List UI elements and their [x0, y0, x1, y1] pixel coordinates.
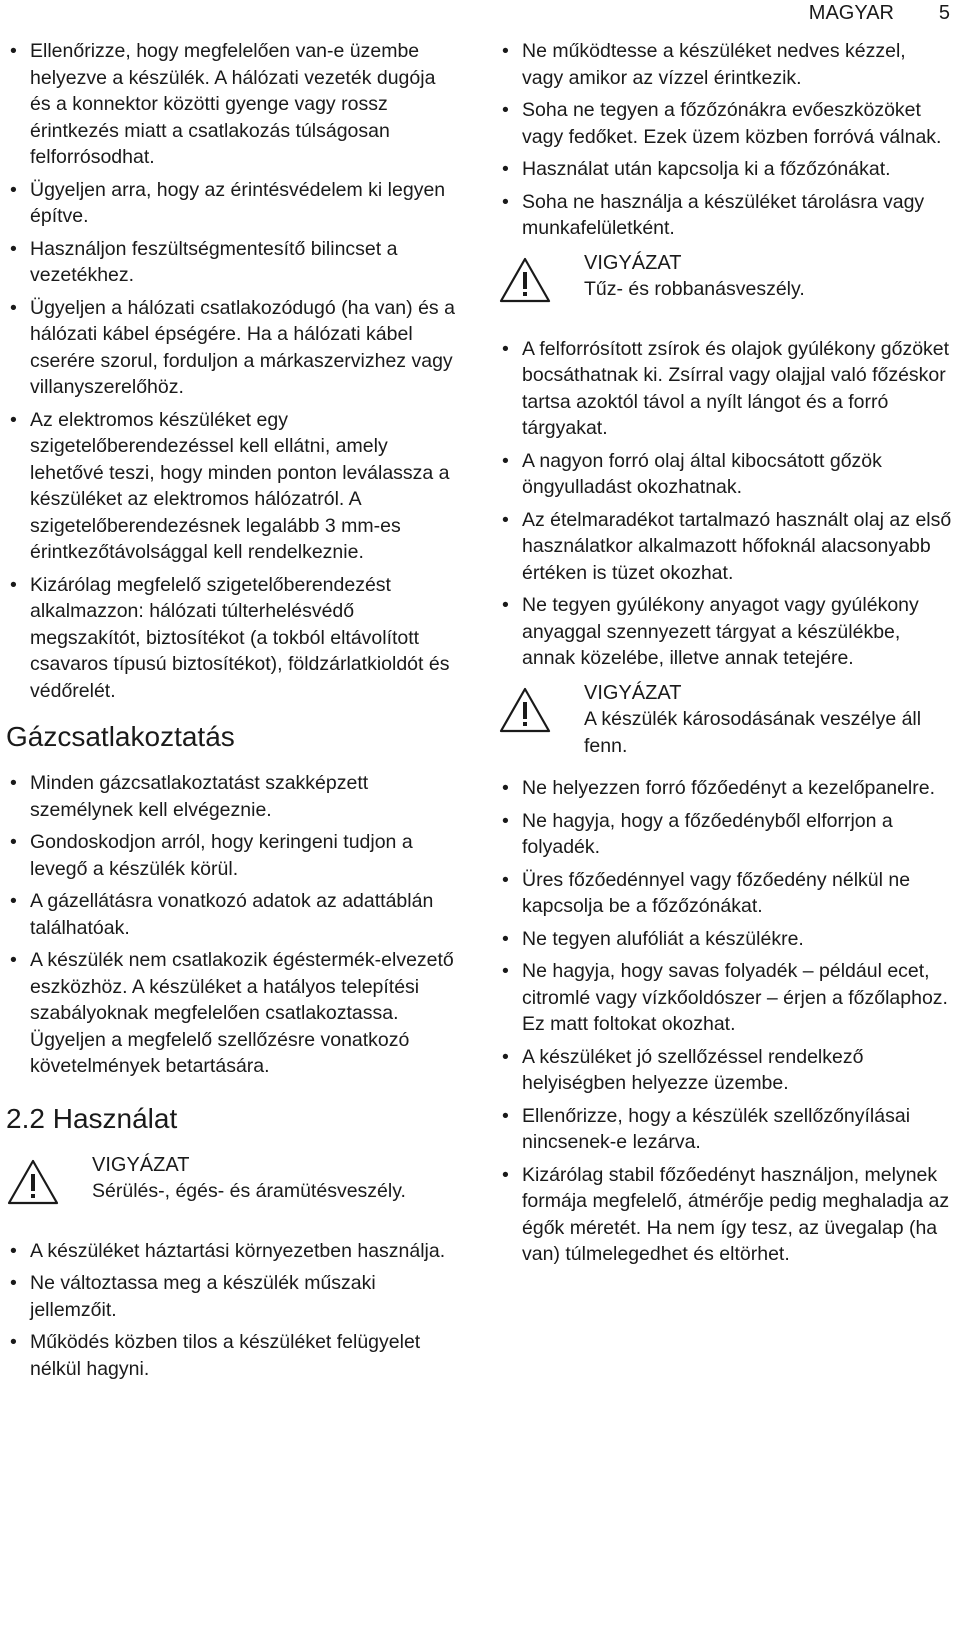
- warning-title: VIGYÁZAT: [584, 251, 682, 274]
- list-item: • Ne helyezzen forró főzőedényt a kezelőpanelre.: [500, 775, 952, 802]
- list-item: • Ügyeljen a hálózati csatlakozódugó (ha van) és a hálózati kábel épségére. Ha a hálózati kábel cserére szorul, forduljon a márkaszervizhez vagy villanyszerelőhöz.: [8, 295, 460, 401]
- list-item: • Soha ne tegyen a főzőzónákra evőeszközöket vagy fedőket. Ezek üzem közben forróvá válnak.: [500, 97, 952, 150]
- warning-text: Sérülés-, égés- és áramütésveszély.: [92, 1180, 406, 1202]
- gas-connection-list: [8, 770, 460, 1080]
- list-item: • Ne működtesse a készüléket nedves kézzel, vagy amikor az vízzel érintkezik.: [500, 38, 952, 91]
- list-item: • A nagyon forró olaj által kibocsátott gőzök öngyulladást okozhatnak.: [500, 448, 952, 501]
- page-number: 5: [938, 2, 950, 24]
- list-item: • Ellenőrizze, hogy megfelelően van-e üzembe helyezve a készülék. A hálózati vezeték dugója és a konnektor közötti gyenge vagy rossz érintkezés miatt a csatlakozás túlságosan felforrósodhat.: [8, 38, 460, 171]
- list-item: • Kizárólag megfelelő szigetelőberendezést alkalmazzon: hálózati túlterhelésvédő megszakítót, biztosítékot (a tokból eltávolított csavaros típusú biztosítékot), földzárlatkioldót és védőrelét.: [8, 572, 460, 705]
- warning-box: [8, 1152, 460, 1222]
- list-item: • Ügyeljen arra, hogy az érintésvédelem ki legyen építve.: [8, 177, 460, 230]
- right-column: [500, 38, 952, 1274]
- list-item: • A készülék nem csatlakozik égéstermék-elvezető eszközhöz. A készüléket a hatályos telepítési szabályoknak megfelelően csatlakoztassa. Ügyeljen a megfelelő szellőzésre vonatkozó követelmények betartására.: [8, 947, 460, 1080]
- warning-text: A készülék károsodásának veszélye áll fenn.: [584, 708, 922, 757]
- list-item: • Használat után kapcsolja ki a főzőzónákat.: [500, 156, 952, 183]
- header-language: MAGYAR: [808, 2, 894, 24]
- warning-text: Tűz- és robbanásveszély.: [584, 278, 805, 300]
- usage-list: [8, 1238, 460, 1383]
- warning-triangle-icon: [498, 686, 552, 734]
- warning-triangle-icon: [498, 256, 552, 304]
- list-item: • A gázellátásra vonatkozó adatok az adattáblán találhatóak.: [8, 888, 460, 941]
- list-item: • Ne hagyja, hogy savas folyadék – például ecet, citromlé vagy vízkőoldószer – érjen a főzőlaphoz. Ez matt foltokat okozhat.: [500, 958, 952, 1038]
- list-item: • Ne hagyja, hogy a főzőedényből elforrjon a folyadék.: [500, 808, 952, 861]
- usage-heading-number: 2.2: [6, 1102, 45, 1134]
- warning-title: VIGYÁZAT: [92, 1153, 190, 1176]
- list-item: • A felforrósított zsírok és olajok gyúlékony gőzöket bocsáthatnak ki. Zsírral vagy olajjal való főzéskor tartsa azoktól távol a nyílt lángot és a forró tárgyakat.: [500, 336, 952, 442]
- electrical-safety-list: [8, 38, 460, 704]
- usage-heading-text: Használat: [52, 1102, 178, 1134]
- list-item: • Gondoskodjon arról, hogy keringeni tudjon a levegő a készülék körül.: [8, 829, 460, 882]
- list-item: • Ne változtassa meg a készülék műszaki jellemzőit.: [8, 1270, 460, 1323]
- warning-triangle-icon: [6, 1158, 60, 1206]
- list-item: • A készüléket háztartási környezetben használja.: [8, 1238, 460, 1265]
- usage-heading: [6, 1102, 460, 1136]
- list-item: • Az ételmaradékot tartalmazó használt olaj az első használatkor alkalmazott hőfoknál alacsonyabb értéken is tüzet okozhat.: [500, 507, 952, 587]
- fire-hazard-list: [500, 336, 952, 672]
- page-header: [0, 2, 960, 28]
- gas-connection-heading: Gázcsatlakoztatás: [6, 721, 235, 752]
- list-item: • Ne tegyen gyúlékony anyagot vagy gyúlékony anyaggal szennyezett tárgyat a készülékbe, annak közelébe, illetve annak tetejére.: [500, 592, 952, 672]
- list-item: • Üres főzőedénnyel vagy főzőedény nélkül ne kapcsolja be a főzőzónákat.: [500, 867, 952, 920]
- list-item: • A készüléket jó szellőzéssel rendelkező helyiségben helyezze üzembe.: [500, 1044, 952, 1097]
- list-item: • Minden gázcsatlakoztatást szakképzett személynek kell elvégeznie.: [8, 770, 460, 823]
- warning-box: [500, 680, 952, 760]
- list-item: • Működés közben tilos a készüléket felügyelet nélkül hagyni.: [8, 1329, 460, 1382]
- warning-box: [500, 250, 952, 320]
- list-item: • Ne tegyen alufóliát a készülékre.: [500, 926, 952, 953]
- list-item: • Kizárólag stabil főzőedényt használjon, melynek formája megfelelő, átmérője pedig meghaladja az égők méretét. Ha nem így tesz, az üvegalap (ha van) túlmelegedhet és eltörhet.: [500, 1162, 952, 1268]
- list-item: • Használjon feszültségmentesítő bilincset a vezetékhez.: [8, 236, 460, 289]
- usage-continued-list: [500, 38, 952, 242]
- left-column: [8, 38, 460, 1388]
- list-item: • Soha ne használja a készüléket tárolásra vagy munkafelületként.: [500, 189, 952, 242]
- list-item: • Az elektromos készüléket egy szigetelőberendezéssel kell ellátni, amely lehetővé teszi, hogy minden ponton leválassza a készüléket az elektromos hálózatról. A szigetelőberendezésnek legalább 3 mm-es érintkezőtávolsággal kell rendelkeznie.: [8, 407, 460, 566]
- warning-title: VIGYÁZAT: [584, 681, 682, 704]
- list-item: • Ellenőrizze, hogy a készülék szellőzőnyílásai nincsenek-e lezárva.: [500, 1103, 952, 1156]
- appliance-damage-list: [500, 775, 952, 1268]
